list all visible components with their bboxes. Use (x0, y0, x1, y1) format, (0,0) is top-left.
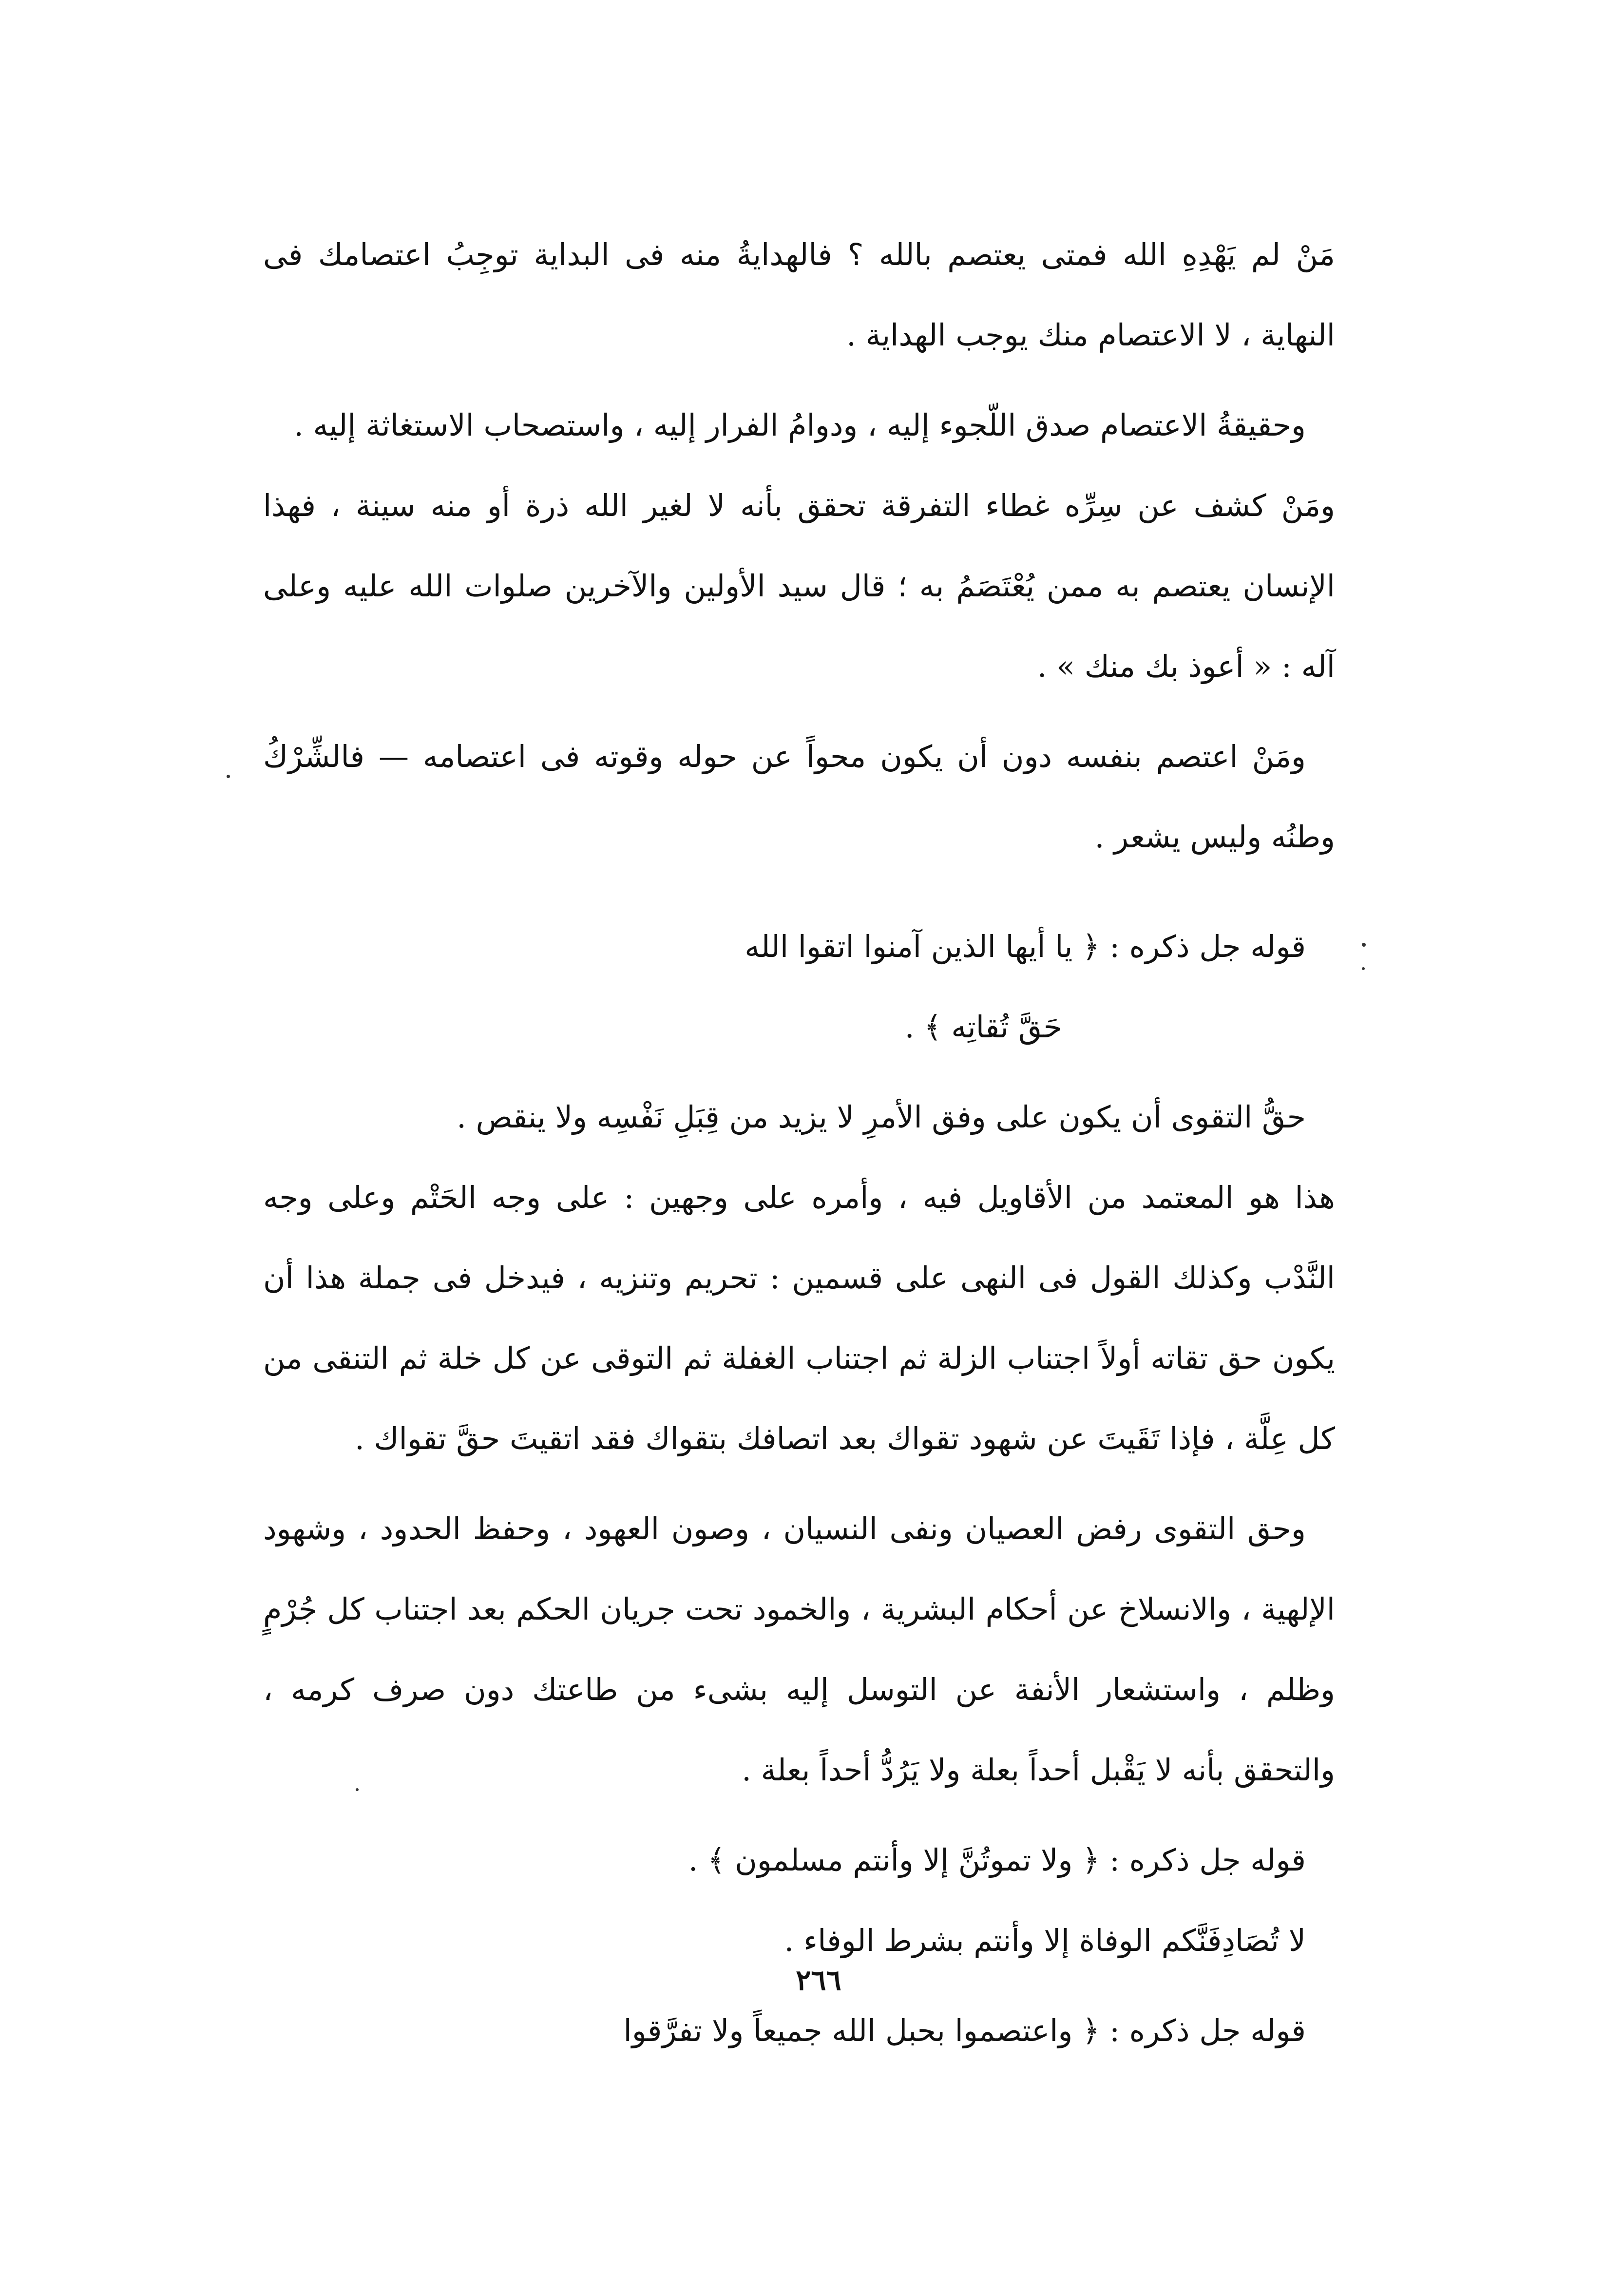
paragraph-true-piety-details: وحق التقوى رفض العصيان ونفى النسيان ، وصون العهود ، وحفظ الحدود ، وشهود الإلهية ، والانسلاخ عن أحكام البشرية ، والخمود تحت جريان الحكم بعد اجتناب كل جُرْمٍ وظلم ، واستشعار الأنفة عن التوسل إليه بشىء من طاعتك دون صرف كرمه ، والتحقق بأنه لا يَقْبل أحداً بعلة ولا يَرُدُّ أحداً بعلة . (263, 1511, 1335, 1788)
paragraph-unveiling: ومَنْ كشف عن سِرِّه غطاء التفرقة تحقق بأنه لا لغير الله ذرة أو منه سينة ، فهذا الإنسان يعتصم به ممن يُعْتَصَمُ به ؛ قال سيد الأولين والآخرين صلوات الله عليه وعلى آله : « أعوذ بك منك » . (263, 488, 1335, 684)
verse-heading-3: قوله جل ذكره : ﴿ واعتصموا بحبل الله جميعاً ولا تفرَّقوا (623, 2013, 1306, 2048)
scan-speck (1362, 943, 1366, 947)
paragraph-reality-of-holding: وحقيقةُ الاعتصام صدق اللّجوء إليه ، ودوامُ الفرار إليه ، واستصحاب الاستغاثة إليه . (294, 407, 1306, 443)
spacer (263, 1067, 1335, 1077)
scan-speck (356, 1788, 359, 1791)
verse-heading-1-continuation: حَقَّ تُقاتِه ﴾ . (904, 1009, 1062, 1045)
verse-heading-2: قوله جل ذكره : ﴿ ولا تموتُنَّ إلا وأنتم مسلمون ﴾ . (688, 1842, 1306, 1878)
paragraph-death-condition: لا تُصَادِفَنَّكم الوفاة إلا وأنتم بشرط الوفاء . (784, 1923, 1306, 1958)
page-number: ٢٦٦ (796, 1964, 841, 1997)
spacer (263, 706, 1335, 716)
spacer (263, 375, 1335, 385)
paragraph-self-reliance: ومَنْ اعتصم بنفسه دون أن يكون محواً عن حوله وقوته فى اعتصامه — فالشِّرْكُ وطنُه وليس يشعر . (263, 739, 1335, 855)
verse-heading-1: قوله جل ذكره : ﴿ يا أيها الذين آمنوا اتقوا الله (745, 929, 1306, 964)
spacer (263, 1479, 1335, 1489)
scan-speck (227, 775, 230, 778)
scan-speck (1362, 967, 1365, 970)
paragraph-guidance: مَنْ لم يَهْدِهِ الله فمتى يعتصم بالله ؟ فالهدايةُ منه فى البداية توجِبُ اعتصامك فى النهاية ، لا الاعتصام منك يوجب الهداية . (263, 237, 1335, 353)
spacer (263, 1810, 1335, 1820)
paragraph-true-piety: حقُّ التقوى أن يكون على وفق الأمرِ لا يزيد من قِبَلِ نَفْسِه ولا ينقص . (457, 1099, 1306, 1135)
paragraph-commentary: هذا هو المعتمد من الأقاويل فيه ، وأمره على وجهين : على وجه الحَتْم وعلى وجه النَّدْب وكذلك القول فى النهى على قسمين : تحريم وتنزيه ، فيدخل فى جملة هذا أن يكون حق تقاته أولاً اجتناب الزلة ثم اجتناب الغفلة ثم التوقى عن كل خلة ثم التنقى من كل عِلَّة ، فإذا تَقَيتَ عن شهود تقواك بعد اتصافك بتقواك فقد اتقيتَ حقَّ تقواك . (263, 1180, 1335, 1456)
page-body (263, 214, 1335, 2071)
spacer (263, 877, 1335, 906)
